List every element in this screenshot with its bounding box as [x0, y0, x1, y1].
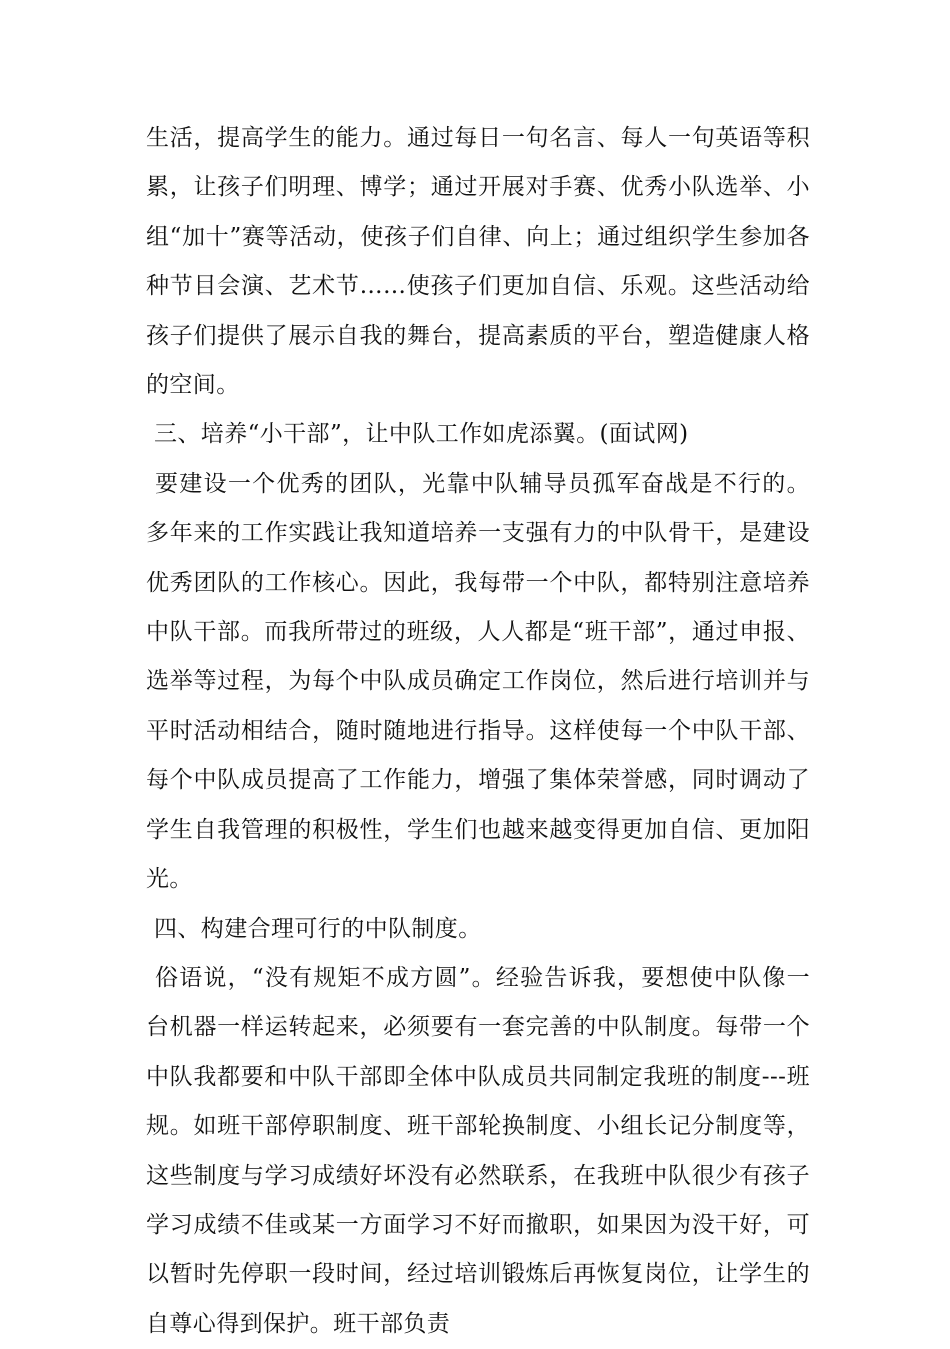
- section-heading-three: 三、培养“小干部”，让中队工作如虎添翼。(面试网): [154, 421, 689, 448]
- section-heading-four: 四、构建合理可行的中队制度。: [154, 915, 482, 942]
- document-body: [146, 114, 810, 1349]
- body-paragraph-cadres: 要建设一个优秀的团队，光靠中队辅导员孤军奋战是不行的。多年来的工作实践让我知道培养一支强有力的中队骨干，是建设优秀团队的工作核心。因此，我每带一个中队，都特别注意培养中队干部。而我所带过的班级，人人都是“班干部”，通过申报、选举等过程，为每个中队成员确定工作岗位，然后进行培训并与平时活动相结合，随时随地进行指导。这样使每一个中队干部、每个中队成员提高了工作能力，增强了集体荣誉感，同时调动了学生自我管理的积极性，学生们也越来越变得更加自信、更加阳光。: [146, 470, 810, 893]
- body-paragraph-rules: 俗语说，“没有规矩不成方圆”。经验告诉我，要想使中队像一台机器一样运转起来，必须要有一套完善的中队制度。每带一个中队我都要和中队干部即全体中队成员共同制定我班的制度---班规。如班干部停职制度、班干部轮换制度、小组长记分制度等，这些制度与学习成绩好坏没有必然联系，在我班中队很少有孩子学习成绩不佳或某一方面学习不好而撤职，如果因为没干好，可以暂时先停职一段时间，经过培训锻炼后再恢复岗位，让学生的自尊心得到保护。班干部负责: [146, 964, 810, 1337]
- body-paragraph-activities: 生活，提高学生的能力。通过每日一句名言、每人一句英语等积累，让孩子们明理、博学；通过开展对手赛、优秀小队选举、小组“加十”赛等活动，使孩子们自律、向上；通过组织学生参加各种节目会演、艺术节……使孩子们更加自信、乐观。这些活动给孩子们提供了展示自我的舞台，提高素质的平台，塑造健康人格的空间。: [146, 125, 810, 399]
